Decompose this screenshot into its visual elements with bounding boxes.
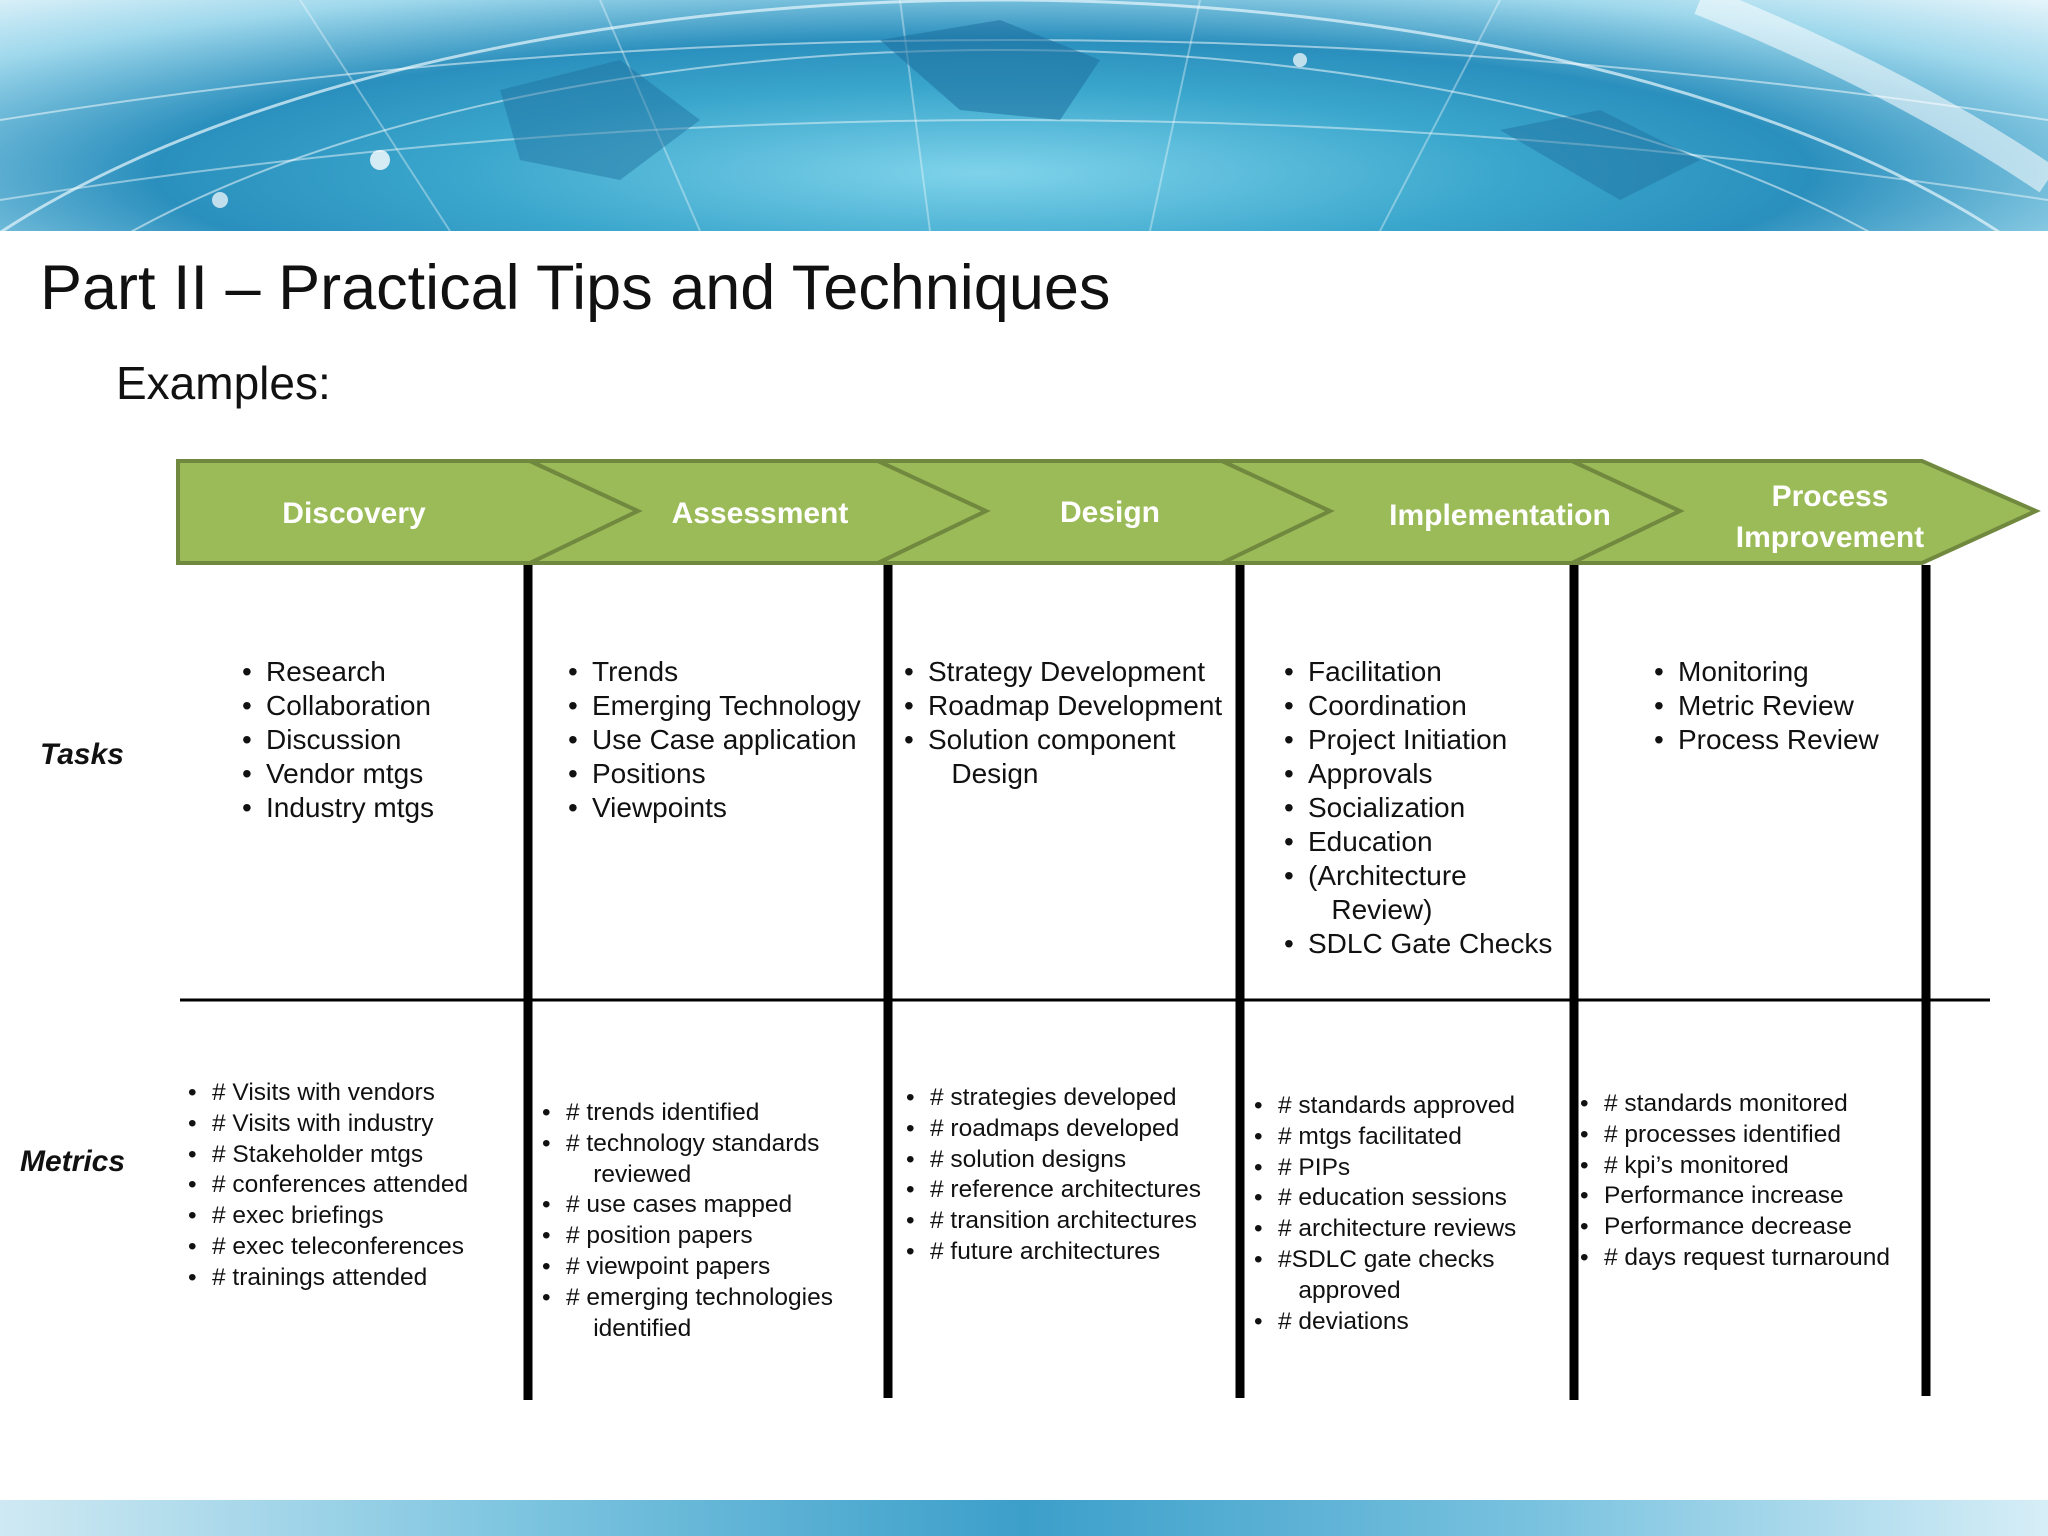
metric-item: • # trends identified <box>540 1098 833 1129</box>
metric-item: • # education sessions <box>1252 1183 1516 1214</box>
task-item: • Facilitation <box>1282 655 1552 689</box>
metric-item: • # technology standards reviewed <box>540 1129 833 1191</box>
row-label-metrics: Metrics <box>20 1145 126 1178</box>
task-item: • SDLC Gate Checks <box>1282 927 1552 961</box>
task-item: • Use Case application <box>566 723 861 757</box>
task-item: • Vendor mtgs <box>240 757 434 791</box>
task-item: • Roadmap Development <box>902 689 1222 723</box>
task-item: • Industry mtgs <box>240 791 434 825</box>
task-item: • Monitoring <box>1652 655 1879 689</box>
task-item: • Research <box>240 655 434 689</box>
phase-label-implementation: Implementation <box>1389 499 1611 532</box>
metric-item: • # exec teleconferences <box>186 1232 468 1263</box>
phase-label-discovery: Discovery <box>282 497 426 530</box>
implementation-tasks-list <box>1282 655 1552 961</box>
footer-banner-image <box>0 1500 2048 1536</box>
metric-item: • # Visits with vendors <box>186 1078 468 1109</box>
task-item: • Collaboration <box>240 689 434 723</box>
metric-item: • # transition architectures <box>904 1206 1201 1237</box>
metric-item: • # standards monitored <box>1578 1089 1890 1120</box>
metric-item: • # processes identified <box>1578 1120 1890 1151</box>
phase-label-assessment: Assessment <box>671 497 849 530</box>
phase-label-process-improvement: Process Improvement <box>1735 480 1925 554</box>
task-item: • Coordination <box>1282 689 1552 723</box>
metric-item: • # solution designs <box>904 1145 1201 1176</box>
task-item: • Solution component Design <box>902 723 1222 791</box>
task-item: • Positions <box>566 757 861 791</box>
task-item: • (Architecture Review) <box>1282 859 1552 927</box>
task-item: • Viewpoints <box>566 791 861 825</box>
metric-item: • # trainings attended <box>186 1263 468 1294</box>
process-improvement-metrics-list <box>1578 1089 1890 1274</box>
task-item: • Process Review <box>1652 723 1879 757</box>
design-metrics-list <box>904 1083 1201 1268</box>
metric-item: • # architecture reviews <box>1252 1214 1516 1245</box>
metric-item: • # standards approved <box>1252 1091 1516 1122</box>
metric-item: • # mtgs facilitated <box>1252 1122 1516 1153</box>
page-title: Part II – Practical Tips and Techniques <box>40 253 1111 323</box>
metric-item: • # conferences attended <box>186 1170 468 1201</box>
metric-item: • # emerging technologies identified <box>540 1283 833 1345</box>
task-item: • Metric Review <box>1652 689 1879 723</box>
metric-item: • #SDLC gate checks approved <box>1252 1245 1516 1307</box>
discovery-tasks-list <box>240 655 434 825</box>
metric-item: • # reference architectures <box>904 1175 1201 1206</box>
metric-item: • # position papers <box>540 1221 833 1252</box>
metric-item: • Performance increase <box>1578 1181 1890 1212</box>
metric-item: • # PIPs <box>1252 1153 1516 1184</box>
task-item: • Emerging Technology <box>566 689 861 723</box>
metric-item: • # deviations <box>1252 1307 1516 1338</box>
metric-item: • # roadmaps developed <box>904 1114 1201 1145</box>
row-label-tasks: Tasks <box>40 738 124 771</box>
implementation-metrics-list <box>1252 1091 1516 1337</box>
assessment-tasks-list <box>566 655 861 825</box>
assessment-metrics-list <box>540 1098 833 1344</box>
phase-label-design: Design <box>1059 496 1161 529</box>
task-item: • Trends <box>566 655 861 689</box>
task-item: • Education <box>1282 825 1552 859</box>
task-item: • Project Initiation <box>1282 723 1552 757</box>
metric-item: • # kpi’s monitored <box>1578 1151 1890 1182</box>
discovery-metrics-list <box>186 1078 468 1294</box>
metric-item: • # days request turnaround <box>1578 1243 1890 1274</box>
metric-item: • # Visits with industry <box>186 1109 468 1140</box>
metric-item: • # viewpoint papers <box>540 1252 833 1283</box>
metric-item: • # future architectures <box>904 1237 1201 1268</box>
task-item: • Strategy Development <box>902 655 1222 689</box>
process-improvement-tasks-list <box>1652 655 1879 757</box>
design-tasks-list <box>902 655 1222 791</box>
metric-item: • # strategies developed <box>904 1083 1201 1114</box>
metric-item: • # Stakeholder mtgs <box>186 1140 468 1171</box>
task-item: • Socialization <box>1282 791 1552 825</box>
page-subtitle: Examples: <box>116 357 331 409</box>
task-item: • Discussion <box>240 723 434 757</box>
metric-item: • Performance decrease <box>1578 1212 1890 1243</box>
metric-item: • # use cases mapped <box>540 1190 833 1221</box>
metric-item: • # exec briefings <box>186 1201 468 1232</box>
task-item: • Approvals <box>1282 757 1552 791</box>
